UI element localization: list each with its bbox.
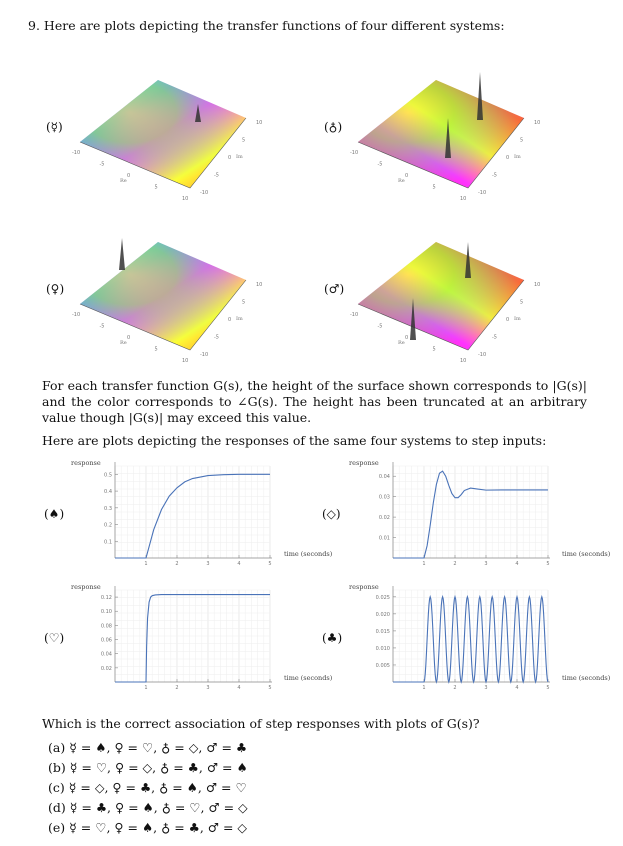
x-tick-label: 1 — [144, 561, 148, 567]
x-axis-label: time (seconds) — [284, 674, 333, 682]
im-tick-label: 5 — [242, 137, 246, 144]
re-tick-label: -5 — [99, 161, 105, 168]
grid — [115, 590, 270, 682]
x-tick-label: 4 — [237, 685, 241, 691]
step-chart-club — [318, 582, 611, 702]
option-label: (d) — [48, 800, 66, 815]
step-chart-heart — [40, 582, 333, 702]
re-tick-label: -5 — [99, 323, 105, 330]
chart-symbol: (♡) — [44, 631, 65, 645]
chart-symbol: (◇) — [322, 507, 341, 521]
surface-svg — [318, 70, 558, 205]
re-tick-label: 0 — [405, 335, 409, 341]
surface-shading — [358, 80, 524, 188]
x-tick-label: 1 — [422, 561, 426, 567]
option-a[interactable] — [48, 738, 248, 758]
im-tick-label: 0 — [228, 317, 232, 323]
x-tick-label: 3 — [206, 561, 210, 567]
re-tick-label: -10 — [72, 150, 81, 156]
im-tick-label: 10 — [256, 120, 263, 126]
im-tick-label: -5 — [492, 334, 497, 341]
x-tick-label: 3 — [484, 685, 488, 691]
im-axis-label: Im — [236, 316, 243, 322]
y-tick-label: 0.08 — [100, 623, 112, 630]
y-tick-label: 0.005 — [375, 662, 390, 669]
y-tick-label: 0.1 — [104, 539, 112, 546]
surface-plot-3 — [40, 232, 280, 367]
option-c[interactable] — [48, 778, 248, 798]
surface-plot-4 — [318, 232, 558, 367]
x-tick-label: 3 — [484, 561, 488, 567]
re-tick-label: -10 — [350, 150, 359, 156]
pole-spike — [119, 238, 125, 270]
y-tick-label: 0.06 — [100, 637, 112, 644]
im-axis-label: Im — [514, 154, 521, 160]
option-label: (e) — [48, 820, 66, 835]
surface-plot-1 — [40, 70, 280, 205]
im-tick-label: -5 — [214, 172, 219, 179]
x-axis-label: time (seconds) — [562, 550, 611, 558]
option-text: ☿ = ♣, ♀ = ♠, ♁ = ♡, ♂ = ◇ — [69, 800, 248, 815]
option-label: (b) — [48, 760, 66, 775]
re-tick-label: 5 — [154, 184, 158, 191]
im-axis-label: Im — [236, 154, 243, 160]
im-tick-label: 0 — [506, 317, 510, 323]
re-axis-label: Re — [398, 178, 405, 184]
x-tick-label: 5 — [546, 561, 550, 567]
re-axis-label: Re — [120, 178, 127, 184]
final-question: Which is the correct association of step responses with plots of G(s)? — [42, 716, 480, 731]
im-tick-label: -10 — [478, 190, 487, 196]
re-tick-label: 5 — [154, 346, 158, 353]
y-axis-label: response — [349, 583, 379, 591]
option-text: ☿ = ◇, ♀ = ♣, ♁ = ♠, ♂ = ♡ — [68, 780, 247, 795]
im-tick-label: 5 — [520, 137, 524, 144]
x-tick-label: 4 — [515, 685, 519, 691]
response-line — [393, 597, 548, 682]
question-number: 9. — [28, 18, 40, 33]
x-axis-label: time (seconds) — [284, 550, 333, 558]
im-tick-label: -10 — [200, 190, 209, 196]
pole-spike — [477, 72, 483, 120]
x-tick-label: 4 — [237, 561, 241, 567]
y-tick-label: 0.01 — [378, 535, 390, 542]
y-tick-label: 0.02 — [378, 515, 390, 522]
re-tick-label: -5 — [377, 323, 383, 330]
re-tick-label: 5 — [432, 346, 436, 353]
re-tick-label: 0 — [405, 173, 409, 179]
option-text: ☿ = ♡, ♀ = ◇, ♁ = ♣, ♂ = ♠ — [69, 760, 248, 775]
x-tick-label: 1 — [422, 685, 426, 691]
x-tick-label: 2 — [453, 685, 457, 691]
y-tick-label: 0.02 — [100, 665, 112, 672]
y-tick-label: 0.025 — [375, 594, 390, 601]
im-tick-label: -5 — [492, 172, 497, 179]
im-tick-label: 10 — [256, 282, 263, 288]
y-tick-label: 0.10 — [100, 609, 112, 616]
option-e[interactable] — [48, 818, 248, 838]
response-line — [115, 595, 270, 682]
im-tick-label: -10 — [478, 352, 487, 358]
y-tick-label: 0.03 — [378, 494, 390, 501]
y-tick-label: 0.3 — [104, 505, 112, 512]
question-intro: Here are plots depicting the transfer functions of four different systems: — [43, 18, 505, 33]
step-chart-diamond — [318, 458, 611, 578]
x-tick-label: 4 — [515, 561, 519, 567]
re-axis-label: Re — [398, 340, 405, 346]
y-axis-label: response — [71, 583, 101, 591]
im-axis-label: Im — [514, 316, 521, 322]
surface-svg — [40, 232, 280, 367]
y-tick-label: 0.04 — [100, 651, 112, 658]
option-label: (c) — [48, 780, 65, 795]
step-intro-text: Here are plots depicting the responses of the same four systems to step inputs: — [42, 433, 547, 448]
surface-svg — [40, 70, 280, 205]
x-tick-label: 1 — [144, 685, 148, 691]
re-tick-label: 0 — [127, 335, 131, 341]
y-axis-label: response — [71, 459, 101, 467]
surface-symbol: (♀) — [46, 282, 65, 296]
x-tick-label: 5 — [268, 685, 272, 691]
im-tick-label: 10 — [534, 282, 541, 288]
re-axis-label: Re — [120, 340, 127, 346]
re-tick-label: 10 — [460, 196, 467, 202]
surface-shading — [80, 80, 246, 188]
response-line — [115, 474, 270, 558]
x-tick-label: 2 — [453, 561, 457, 567]
option-b[interactable] — [48, 758, 248, 778]
option-label: (a) — [48, 740, 66, 755]
step-chart-spade — [40, 458, 333, 578]
surface-svg — [318, 232, 558, 367]
y-tick-label: 0.2 — [104, 522, 112, 529]
question-header — [28, 18, 505, 33]
options-list — [48, 738, 248, 838]
re-tick-label: -5 — [377, 161, 383, 168]
x-axis-label: time (seconds) — [562, 674, 611, 682]
im-tick-label: -10 — [200, 352, 209, 358]
option-d[interactable] — [48, 798, 248, 818]
surface-shading — [358, 242, 524, 350]
surface-plot-2 — [318, 70, 558, 205]
im-tick-label: 5 — [520, 299, 524, 306]
re-tick-label: 10 — [182, 196, 189, 202]
option-text: ☿ = ♠, ♀ = ♡, ♁ = ◇, ♂ = ♣ — [69, 740, 248, 755]
im-tick-label: 10 — [534, 120, 541, 126]
y-tick-label: 0.4 — [104, 489, 112, 496]
option-text: ☿ = ♡, ♀ = ♠, ♁ = ♣, ♂ = ◇ — [69, 820, 248, 835]
re-tick-label: -10 — [350, 312, 359, 318]
y-tick-label: 0.12 — [100, 595, 112, 602]
re-tick-label: 10 — [460, 358, 467, 364]
chart-symbol: (♣) — [322, 631, 343, 645]
surface-symbol: (☿) — [46, 120, 63, 134]
y-tick-label: 0.5 — [104, 472, 112, 479]
surface-symbol: (♁) — [324, 120, 343, 134]
response-line — [393, 471, 548, 558]
chart-symbol: (♠) — [44, 507, 65, 521]
y-tick-label: 0.020 — [375, 611, 390, 618]
y-tick-label: 0.04 — [378, 474, 390, 481]
im-tick-label: 5 — [242, 299, 246, 306]
surface-symbol: (♂) — [324, 282, 345, 296]
surface-shading — [80, 242, 246, 350]
x-tick-label: 5 — [268, 561, 272, 567]
im-tick-label: 0 — [228, 155, 232, 161]
re-tick-label: 10 — [182, 358, 189, 364]
grid — [393, 466, 548, 558]
re-tick-label: 0 — [127, 173, 131, 179]
im-tick-label: -5 — [214, 334, 219, 341]
y-tick-label: 0.015 — [375, 628, 390, 635]
x-tick-label: 5 — [546, 685, 550, 691]
grid — [115, 466, 270, 558]
re-tick-label: -10 — [72, 312, 81, 318]
x-tick-label: 3 — [206, 685, 210, 691]
x-tick-label: 2 — [175, 685, 179, 691]
explanation-text: For each transfer function G(s), the height of the surface shown corresponds to |G(s)| and the color corresponds to ∠G(s). The height has been truncated at an arbitrary value though |G(s)| may exceed this value. — [42, 378, 587, 425]
y-tick-label: 0.010 — [375, 645, 390, 652]
x-tick-label: 2 — [175, 561, 179, 567]
y-axis-label: response — [349, 459, 379, 467]
im-tick-label: 0 — [506, 155, 510, 161]
re-tick-label: 5 — [432, 184, 436, 191]
